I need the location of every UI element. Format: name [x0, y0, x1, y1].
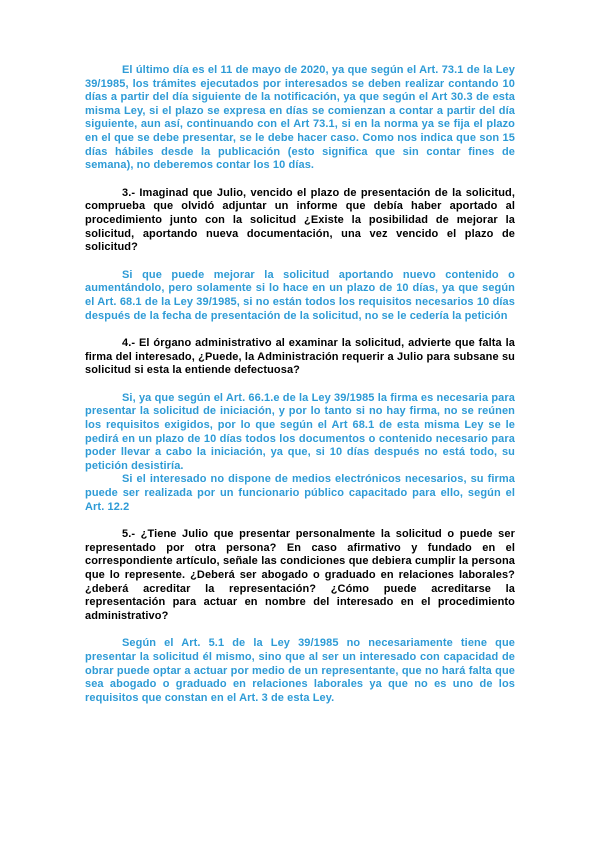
question-4: 4.- El órgano administrativo al examinar la solicitud, advierte que falta la firma del interesado, ¿Puede, la Administración requerir a Julio para subsane su solicitud si esta la entiende defectuosa?	[85, 337, 515, 377]
answer-question-4-addendum: Si el interesado no dispone de medios electrónicos necesarios, su firma puede ser realizada por un funcionario público capacitado para ello, según el Art. 12.2	[85, 473, 515, 513]
answer-question-3: Si que puede mejorar la solicitud aportando nuevo contenido o aumentándolo, pero solamente si lo hace en un plazo de 10 días, ya que según el Art. 68.1 de la Ley 39/1985, si no están todos los requisitos necesarios 10 días después de la fecha de presentación de la solicitud, no se le cedería la petición	[85, 268, 515, 322]
answer-paragraph-deadline: El último día es el 11 de mayo de 2020, ya que según el Art. 73.1 de la Ley 39/1985, los trámites ejecutados por interesados se deben realizar contando 10 días a partir del día siguiente de la notificación, ya que según el Art 30.3 de esta misma Ley, si el plazo se expresa en días se comienzan a contar a partir del día siguiente, aun así, continuando con el Art 73.1, si en la norma ya se fija el plazo en el que se debe presentar, se le debe hacer caso. Como nos indica que son 15 días hábiles desde la publicación (esto significa que sin contar fines de semana), no deberemos contar los 10 días.	[85, 64, 515, 172]
answer-question-4: Si, ya que según el Art. 66.1.e de la Ley 39/1985 la firma es necesaria para presentar la solicitud de iniciación, y por lo tanto si no hay firma, no se reúnen los requisitos exigidos, por lo que según el Art 68.1 de esta misma Ley se le pedirá en un plazo de 10 días todos los documentos o contenido necesario para poder llevar a cabo la iniciación, ya que, si 10 días después no está todo, su petición desistiría.	[85, 391, 515, 472]
question-5: 5.- ¿Tiene Julio que presentar personalmente la solicitud o puede ser representado por otra persona? En caso afirmativo y fundado en el correspondiente artículo, señale las condiciones que debiera cumplir la persona que lo represente. ¿Deberá ser abogado o graduado en relaciones laborales? ¿deberá acreditar la representación? ¿Cómo puede acreditarse la representación para actuar en nombre del interesado en el procedimiento administrativo?	[85, 528, 515, 622]
answer-question-5: Según el Art. 5.1 de la Ley 39/1985 no necesariamente tiene que presentar la solicitud él mismo, sino que al ser un interesado con capacidad de obrar puede optar a actuar por medio de un representante, que no hará falta que sea abogado o graduado en relaciones laborales ya que no es uno de los requisitos que constan en el Art. 3 de esta Ley.	[85, 637, 515, 704]
question-3: 3.- Imaginad que Julio, vencido el plazo de presentación de la solicitud, comprueba que olvidó adjuntar un informe que debía haber aportado al procedimiento junto con la solicitud ¿Existe la posibilidad de mejorar la solicitud, aportando nueva documentación, una vez vencido el plazo de solicitud?	[85, 186, 515, 254]
